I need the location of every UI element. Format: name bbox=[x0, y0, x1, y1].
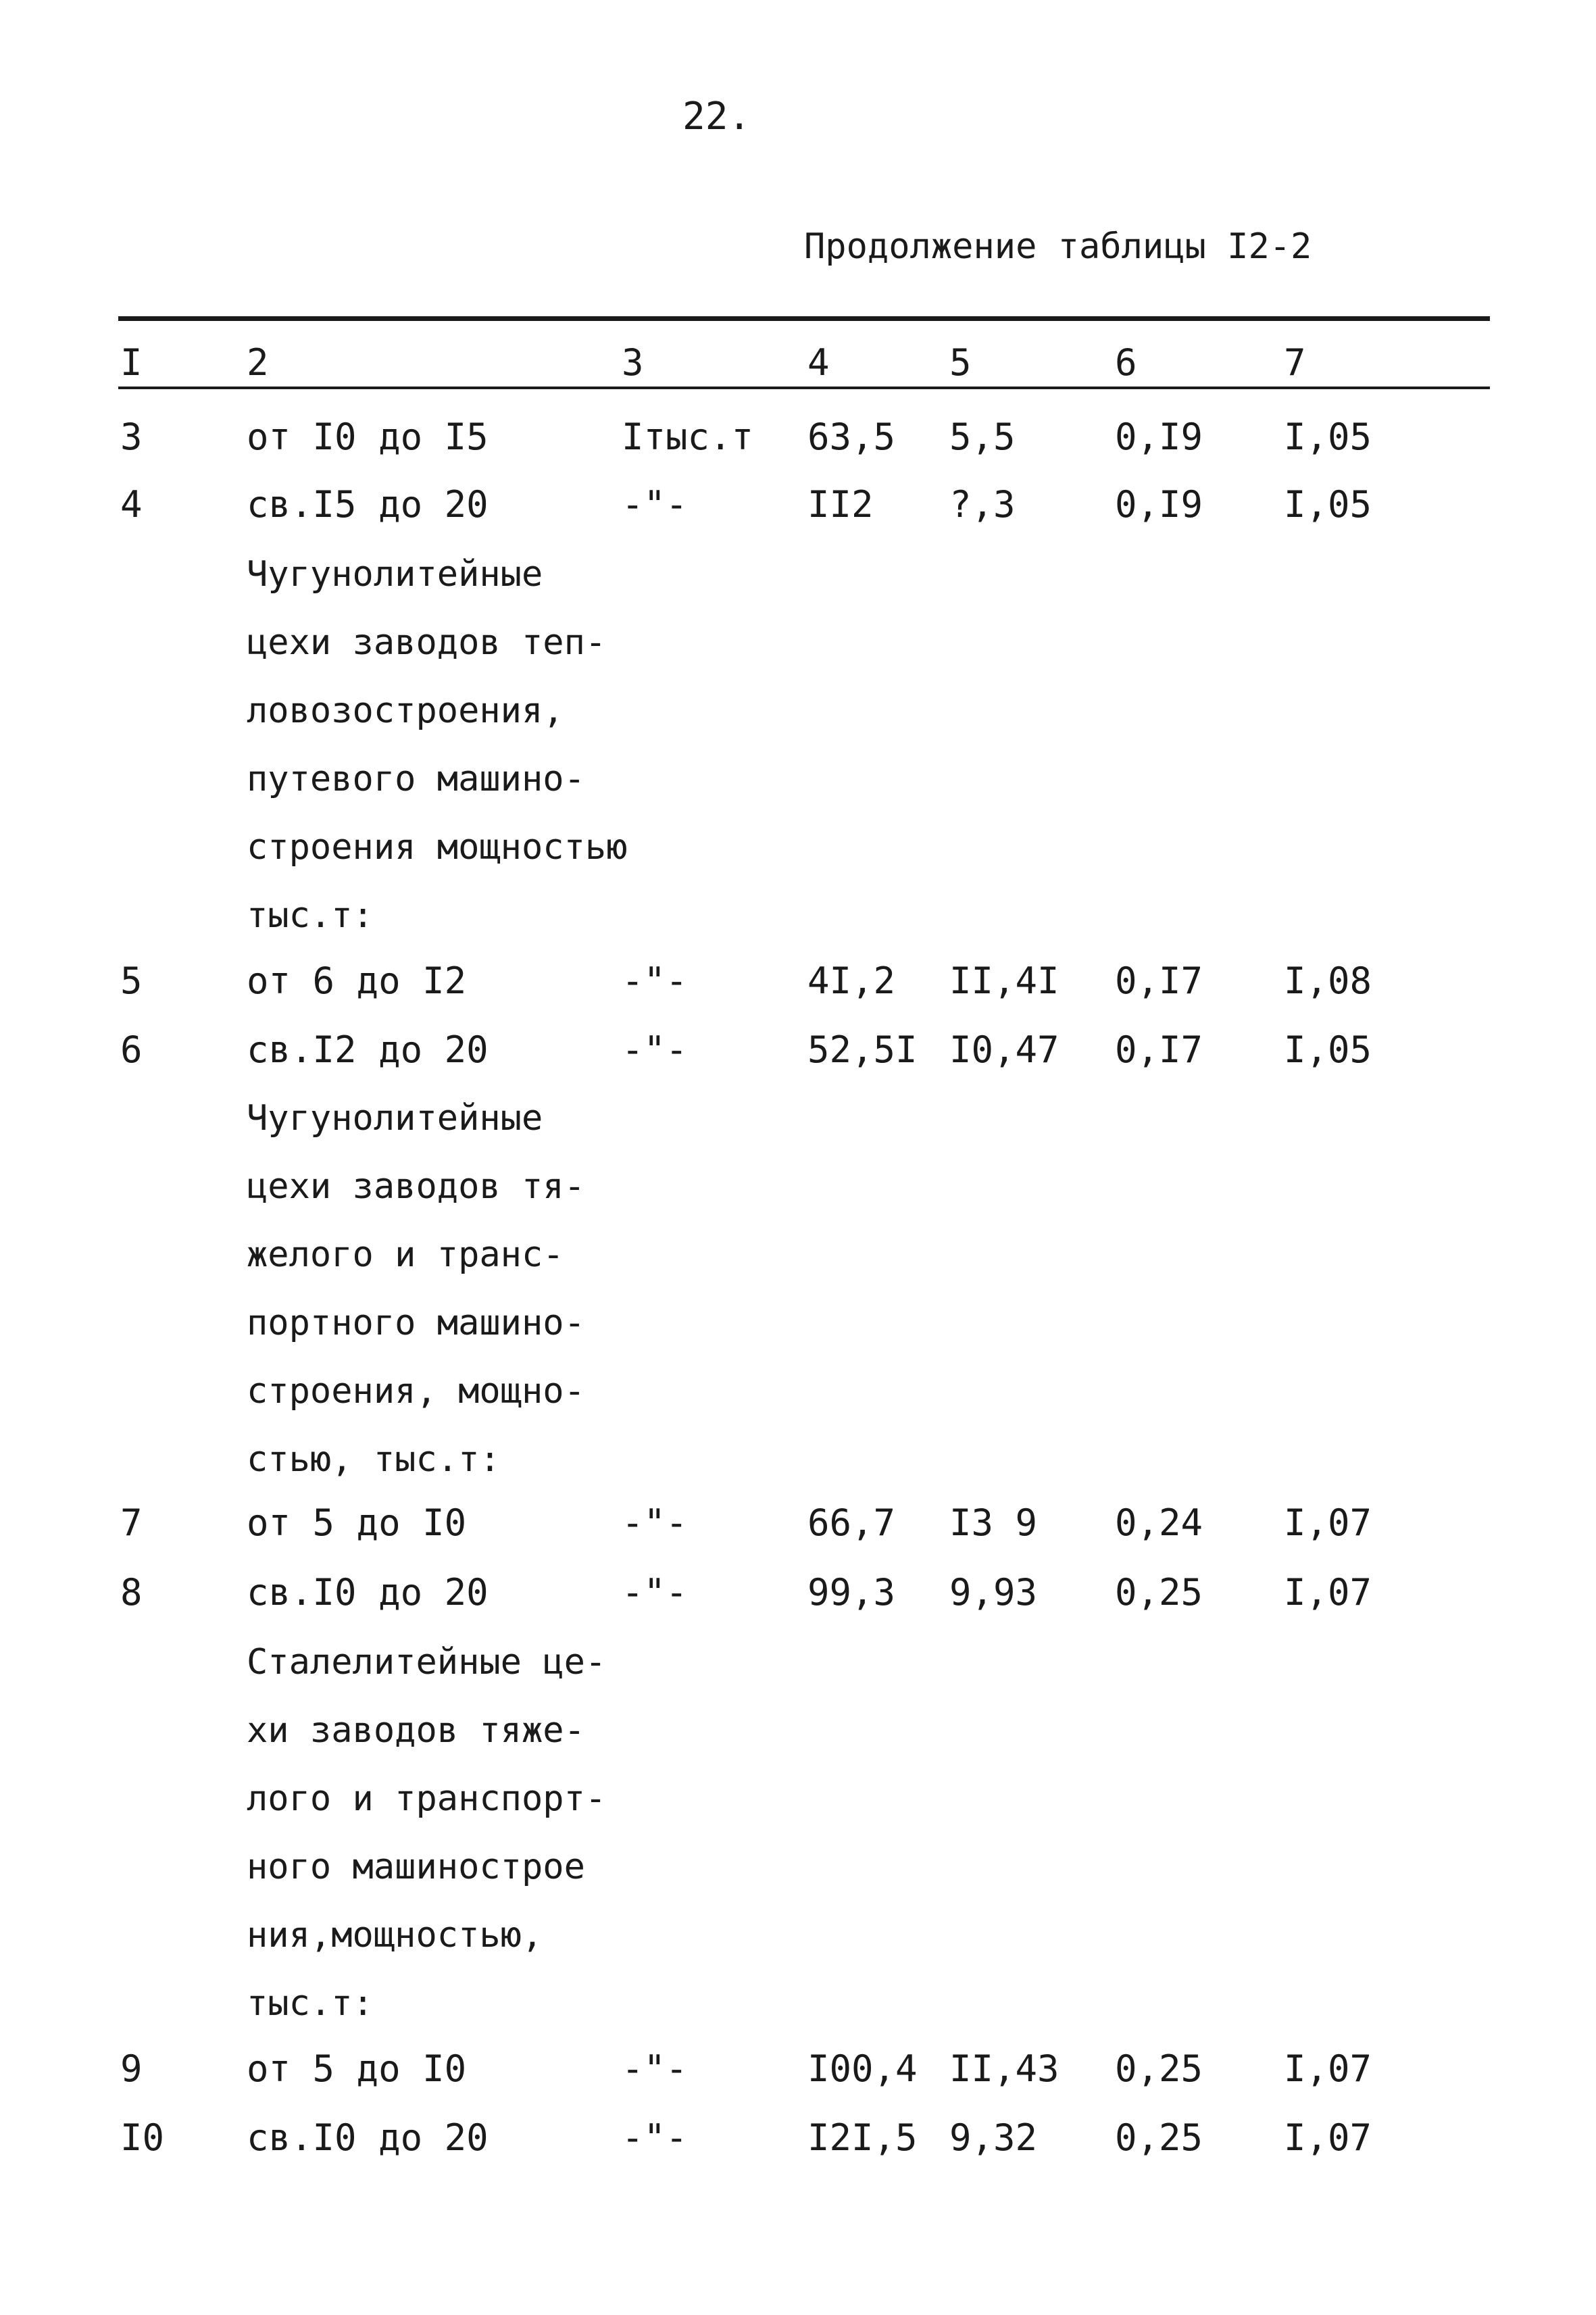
row-col-7: I,05 bbox=[1284, 1028, 1372, 1071]
row-unit: -"- bbox=[622, 483, 688, 526]
row-col-4: II2 bbox=[807, 483, 874, 526]
header-col-6: 6 bbox=[1115, 341, 1137, 384]
header-col-5: 5 bbox=[949, 341, 972, 384]
section-line: ного машинострое bbox=[247, 1847, 585, 1887]
section-line: ловозостроения, bbox=[247, 691, 564, 731]
row-col-4: 99,3 bbox=[807, 1571, 896, 1614]
section-description bbox=[247, 1628, 666, 2038]
row-unit: -"- bbox=[622, 1501, 688, 1544]
row-col-4: 4I,2 bbox=[807, 960, 896, 1002]
section-line: хи заводов тяже- bbox=[247, 1710, 585, 1751]
row-number: 7 bbox=[120, 1501, 143, 1544]
section-line: стью, тыс.т: bbox=[247, 1439, 501, 1480]
row-number: 5 bbox=[120, 960, 143, 1002]
section-line: лого и транспорт- bbox=[247, 1778, 607, 1819]
row-col-5: ?,3 bbox=[949, 483, 1016, 526]
row-unit: -"- bbox=[622, 960, 688, 1002]
table-caption: Продолжение таблицы I2-2 bbox=[804, 226, 1312, 267]
section-line: тыс.т: bbox=[247, 895, 374, 936]
row-number: 9 bbox=[120, 2047, 143, 2090]
row-unit: -"- bbox=[622, 2047, 688, 2090]
table-row bbox=[0, 1571, 1596, 1632]
row-col-4: I00,4 bbox=[807, 2047, 918, 2090]
page-number: 22. bbox=[682, 95, 751, 139]
row-col-4: 52,5I bbox=[807, 1028, 918, 1071]
row-range: от 6 до I2 bbox=[247, 960, 467, 1002]
row-col-7: I,07 bbox=[1284, 1571, 1372, 1614]
section-line: Чугунолитейные bbox=[247, 554, 543, 595]
section-line: цехи заводов теп- bbox=[247, 622, 607, 663]
header-col-1: I bbox=[120, 341, 143, 384]
section-line: портного машино- bbox=[247, 1303, 585, 1343]
section-line: строения, мощно- bbox=[247, 1371, 585, 1412]
header-col-4: 4 bbox=[807, 341, 830, 384]
row-range: св.I5 до 20 bbox=[247, 483, 489, 526]
row-unit: -"- bbox=[622, 1028, 688, 1071]
header-col-3: 3 bbox=[622, 341, 644, 384]
row-col-6: 0,25 bbox=[1115, 2116, 1203, 2159]
row-col-5: II,43 bbox=[949, 2047, 1059, 2090]
row-number: I0 bbox=[120, 2116, 165, 2159]
table-row bbox=[0, 416, 1596, 476]
row-range: от I0 до I5 bbox=[247, 416, 489, 458]
section-description bbox=[247, 1085, 666, 1494]
row-col-5: 5,5 bbox=[949, 416, 1016, 458]
table-row bbox=[0, 2116, 1596, 2177]
row-col-6: 0,24 bbox=[1115, 1501, 1203, 1544]
row-col-7: I,05 bbox=[1284, 416, 1372, 458]
row-col-6: 0,I7 bbox=[1115, 960, 1203, 1002]
row-number: 6 bbox=[120, 1028, 143, 1071]
row-col-7: I,07 bbox=[1284, 2047, 1372, 2090]
row-col-4: 66,7 bbox=[807, 1501, 896, 1544]
row-range: св.I0 до 20 bbox=[247, 2116, 489, 2159]
section-description bbox=[247, 541, 666, 950]
row-col-5: 9,32 bbox=[949, 2116, 1038, 2159]
section-line: Чугунолитейные bbox=[247, 1098, 543, 1139]
section-line: путевого машино- bbox=[247, 759, 585, 799]
row-col-7: I,08 bbox=[1284, 960, 1372, 1002]
table-row bbox=[0, 483, 1596, 544]
section-line: тыс.т: bbox=[247, 1983, 374, 2024]
row-unit: -"- bbox=[622, 1571, 688, 1614]
section-line: желого и транс- bbox=[247, 1235, 564, 1275]
row-col-5: II,4I bbox=[949, 960, 1059, 1002]
table-header-row bbox=[0, 341, 1596, 402]
section-line: Сталелитейные це- bbox=[247, 1642, 607, 1683]
row-col-7: I,07 bbox=[1284, 2116, 1372, 2159]
row-col-5: I0,47 bbox=[949, 1028, 1059, 1071]
row-col-4: 63,5 bbox=[807, 416, 896, 458]
row-col-5: I3 9 bbox=[949, 1501, 1038, 1544]
row-range: от 5 до I0 bbox=[247, 1501, 467, 1544]
row-number: 4 bbox=[120, 483, 143, 526]
header-col-2: 2 bbox=[247, 341, 269, 384]
table-row bbox=[0, 2047, 1596, 2108]
row-col-5: 9,93 bbox=[949, 1571, 1038, 1614]
row-number: 8 bbox=[120, 1571, 143, 1614]
row-col-6: 0,I7 bbox=[1115, 1028, 1203, 1071]
row-col-6: 0,25 bbox=[1115, 1571, 1203, 1614]
table-row bbox=[0, 1501, 1596, 1562]
row-unit: -"- bbox=[622, 2116, 688, 2159]
row-number: 3 bbox=[120, 416, 143, 458]
row-unit: Iтыс.т bbox=[622, 416, 754, 458]
row-col-7: I,05 bbox=[1284, 483, 1372, 526]
row-range: от 5 до I0 bbox=[247, 2047, 467, 2090]
row-col-6: 0,I9 bbox=[1115, 416, 1203, 458]
row-col-7: I,07 bbox=[1284, 1501, 1372, 1544]
row-range: св.I2 до 20 bbox=[247, 1028, 489, 1071]
row-col-6: 0,I9 bbox=[1115, 483, 1203, 526]
table-row bbox=[0, 1028, 1596, 1089]
header-col-7: 7 bbox=[1284, 341, 1306, 384]
row-col-4: I2I,5 bbox=[807, 2116, 918, 2159]
section-line: ния,мощностью, bbox=[247, 1915, 543, 1956]
row-range: св.I0 до 20 bbox=[247, 1571, 489, 1614]
row-col-6: 0,25 bbox=[1115, 2047, 1203, 2090]
table-top-rule bbox=[118, 316, 1490, 321]
section-line: цехи заводов тя- bbox=[247, 1166, 585, 1207]
table-header-rule bbox=[118, 387, 1490, 389]
section-line: строения мощностью bbox=[247, 827, 628, 868]
table-row bbox=[0, 960, 1596, 1020]
